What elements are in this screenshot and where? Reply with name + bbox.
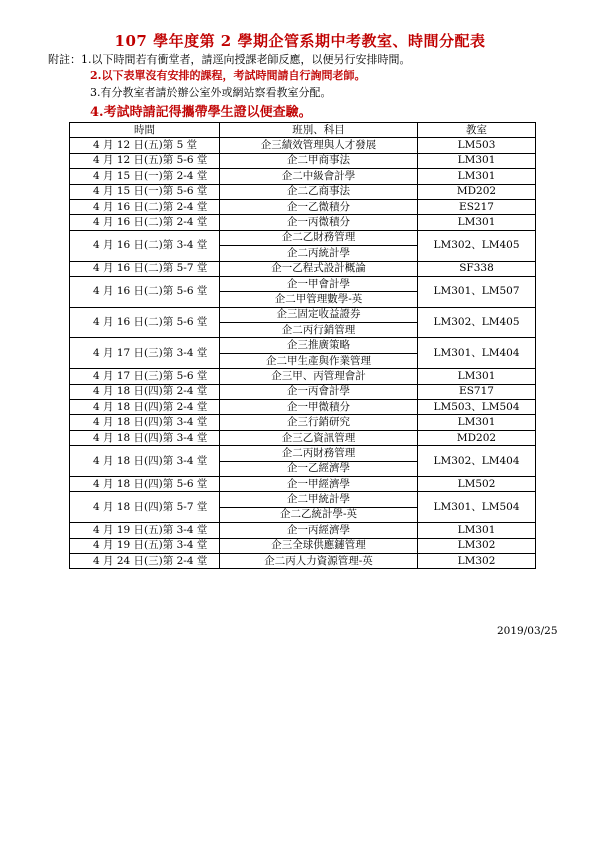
table-row [70,276,536,291]
table-header-row [70,123,536,138]
cell-room: LM302 [418,553,536,568]
cell-course: 企二乙統計學-英 [220,507,418,522]
cell-room: LM301 [418,153,536,168]
cell-time: 4 月 18 日(四)第 3-4 堂 [70,446,220,477]
cell-course: 企二丙統計學 [220,246,418,261]
table-row [70,553,536,568]
cell-room: LM301 [418,215,536,230]
cell-room: LM301、LM507 [418,276,536,307]
cell-course: 企二甲生產與作業管理 [220,353,418,368]
cell-course: 企一甲會計學 [220,276,418,291]
table-row [70,261,536,276]
header-room: 教室 [418,123,536,138]
table-row [70,338,536,353]
schedule-table [69,122,536,569]
table-row [70,215,536,230]
cell-room: ES217 [418,199,536,214]
cell-room: LM301 [418,523,536,538]
cell-course: 企三甲、丙管理會計 [220,369,418,384]
cell-room: LM302、LM405 [418,307,536,338]
table-row [70,400,536,415]
cell-time: 4 月 17 日(三)第 3-4 堂 [70,338,220,369]
cell-room: LM302 [418,538,536,553]
cell-course: 企二中級會計學 [220,169,418,184]
cell-course: 企一丙會計學 [220,384,418,399]
cell-room: MD202 [418,430,536,445]
cell-room: LM301 [418,415,536,430]
table-row [70,523,536,538]
header-time: 時間 [70,123,220,138]
cell-course: 企三固定收益證券 [220,307,418,322]
cell-course: 企三乙資訊管理 [220,430,418,445]
cell-room: MD202 [418,184,536,199]
table-row [70,369,536,384]
schedule-body [70,138,536,569]
cell-time: 4 月 18 日(四)第 3-4 堂 [70,430,220,445]
cell-room: LM503 [418,138,536,153]
table-row [70,446,536,461]
table-row [70,492,536,507]
table-row [70,153,536,168]
cell-time: 4 月 19 日(五)第 3-4 堂 [70,538,220,553]
cell-course: 企三全球供應鏈管理 [220,538,418,553]
table-row [70,199,536,214]
cell-room: LM301 [418,369,536,384]
table-row [70,184,536,199]
page-title: 107 學年度第 2 學期企管系期中考教室、時間分配表 [114,32,486,50]
table-row [70,430,536,445]
table-row [70,138,536,153]
cell-course: 企三推廣策略 [220,338,418,353]
cell-time: 4 月 19 日(五)第 3-4 堂 [70,523,220,538]
cell-course: 企一乙經濟學 [220,461,418,476]
cell-time: 4 月 18 日(四)第 2-4 堂 [70,384,220,399]
table-row [70,476,536,491]
cell-time: 4 月 12 日(五)第 5-6 堂 [70,153,220,168]
cell-time: 4 月 16 日(二)第 3-4 堂 [70,230,220,261]
cell-course: 企一乙程式設計概論 [220,261,418,276]
cell-room: LM302、LM404 [418,446,536,477]
cell-course: 企二丙人力資源管理-英 [220,553,418,568]
cell-course: 企一甲經濟學 [220,476,418,491]
header-course: 班別、科目 [220,123,418,138]
table-row [70,538,536,553]
table-row [70,307,536,322]
cell-time: 4 月 18 日(四)第 2-4 堂 [70,400,220,415]
cell-time: 4 月 16 日(二)第 2-4 堂 [70,215,220,230]
cell-room: SF338 [418,261,536,276]
cell-course: 企一乙微積分 [220,199,418,214]
cell-course: 企二乙商事法 [220,184,418,199]
cell-time: 4 月 12 日(五)第 5 堂 [70,138,220,153]
table-row [70,384,536,399]
cell-room: LM302、LM405 [418,230,536,261]
cell-room: LM301、LM404 [418,338,536,369]
cell-time: 4 月 15 日(一)第 5-6 堂 [70,184,220,199]
cell-course: 企三行銷研究 [220,415,418,430]
cell-time: 4 月 16 日(二)第 5-6 堂 [70,276,220,307]
cell-room: ES717 [418,384,536,399]
cell-time: 4 月 18 日(四)第 5-6 堂 [70,476,220,491]
cell-time: 4 月 16 日(二)第 2-4 堂 [70,199,220,214]
cell-time: 4 月 24 日(三)第 2-4 堂 [70,553,220,568]
cell-time: 4 月 18 日(四)第 5-7 堂 [70,492,220,523]
cell-time: 4 月 18 日(四)第 3-4 堂 [70,415,220,430]
cell-time: 4 月 16 日(二)第 5-6 堂 [70,307,220,338]
cell-time: 4 月 15 日(一)第 2-4 堂 [70,169,220,184]
note-2: 2.以下表單沒有安排的課程，考試時間請自行詢問老師。 [90,69,366,82]
cell-course: 企二甲統計學 [220,492,418,507]
cell-room: LM502 [418,476,536,491]
cell-course: 企二甲管理數學-英 [220,292,418,307]
table-row [70,230,536,245]
note-3: 3.有分教室者請於辦公室外或網站察看教室分配。 [90,86,332,99]
note-4: 4.考試時請記得攜帶學生證以便查驗。 [90,105,312,120]
cell-course: 企三績效管理與人才發展 [220,138,418,153]
cell-time: 4 月 17 日(三)第 5-6 堂 [70,369,220,384]
cell-room: LM301 [418,169,536,184]
cell-course: 企二甲商事法 [220,153,418,168]
cell-course: 企一甲微積分 [220,400,418,415]
cell-room: LM503、LM504 [418,400,536,415]
cell-course: 企一丙微積分 [220,215,418,230]
note-1: 附註：1.以下時間若有衝堂者，請逕向授課老師反應，以便另行安排時間。 [48,53,411,66]
table-row [70,169,536,184]
cell-course: 企二丙財務管理 [220,446,418,461]
document-date: 2019/03/25 [497,625,558,637]
cell-course: 企二乙財務管理 [220,230,418,245]
cell-time: 4 月 16 日(二)第 5-7 堂 [70,261,220,276]
cell-course: 企二丙行銷管理 [220,323,418,338]
cell-room: LM301、LM504 [418,492,536,523]
table-row [70,415,536,430]
cell-course: 企一丙經濟學 [220,523,418,538]
